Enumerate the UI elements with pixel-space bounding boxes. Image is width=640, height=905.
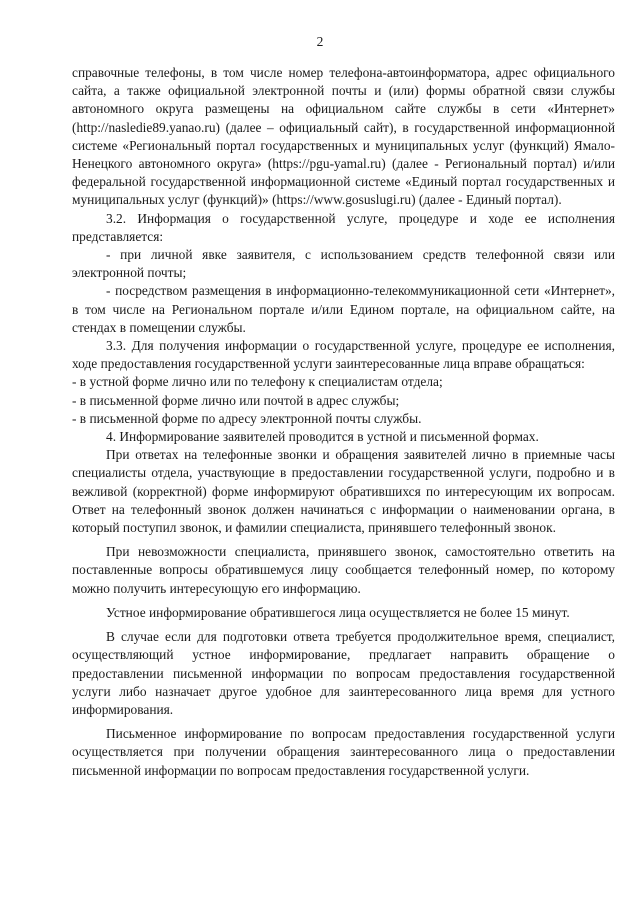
page-number: 2: [316, 34, 324, 49]
list-item-internet-posting: - посредством размещения в информационно-телекоммуникационной сети «Интернет», в том числе на Региональном портале и/или Едином портале, на официальном сайте, на стендах в помещении службы.: [72, 283, 615, 335]
paragraph-contacts-continued: справочные телефоны, в том числе номер телефона-автоинформатора, адрес официального сайта, а также официальной электронной почты и (или) формы обратной связи службы автономного округа размещены на официальном сайте службы в сети «Интернет» (http://nasledie89.yanao.ru) (далее – официальный сайт), в государственной информационной системе «Региональный портал государственных и муниципальных услуг (функций) Ямало-Ненецкого автономного округа» (https://pgu-yamal.ru) (далее - Региональный портал) и/или федеральной государственной информационной системе «Единый портал государственных и муниципальных услуг (функций)» (https://www.gosuslugi.ru) (далее - Единый портал).: [72, 65, 615, 208]
paragraph-3-3: 3.3. Для получения информации о государственной услуге, процедуре ее исполнения, ходе предоставления государственной услуги заинтересованные лица вправе обращаться:: [72, 338, 615, 372]
list-item-oral-form: - в устной форме лично или по телефону к специалистам отдела;: [72, 374, 443, 390]
document-body: [72, 64, 615, 780]
list-item-written-form-mail: - в письменной форме лично или почтой в адрес службы;: [72, 392, 400, 408]
paragraph-oral-duration: Устное информирование обратившегося лица осуществляется не более 15 минут.: [106, 604, 570, 620]
list-item-personal-visit: - при личной явке заявителя, с использованием средств телефонной связи или электронной почты;: [72, 247, 615, 281]
paragraph-phone-answers: При ответах на телефонные звонки и обращения заявителей лично в приемные часы специалисты отдела, участвующие в предоставлении государственной услуги, подробно и в вежливой (корректной) форме информируют обратившихся по интересующим их вопросам. Ответ на телефонный звонок должен начинаться с информации о наименовании органа, в который поступил звонок, и фамилии специалиста, принявшего телефонный звонок.: [72, 447, 615, 536]
paragraph-3-2: 3.2. Информация о государственной услуге, процедуре и ходе ее исполнения представляется:: [72, 210, 615, 244]
paragraph-4: 4. Информирование заявителей проводится в устной и письменной формах.: [106, 429, 539, 445]
paragraph-written-informing: Письменное информирование по вопросам предоставления государственной услуги осуществляется при получении обращения заинтересованного лица о предоставлении письменной информации по вопросам предоставления государственной услуги.: [72, 726, 615, 778]
paragraph-long-preparation: В случае если для подготовки ответа требуется продолжительное время, специалист, осуществляющий устное информирование, предлагает направить обращение о предоставлении письменной информации по вопросам предоставления государственной услуги либо назначает другое удобное для заинтересованного лица время для устного информирования.: [72, 629, 615, 717]
list-item-written-form-email: - в письменной форме по адресу электронной почты службы.: [72, 410, 422, 426]
paragraph-impossibility: При невозможности специалиста, принявшего звонок, самостоятельно ответить на поставленные вопросы обратившемуся лицу сообщается телефонный номер, по которому можно получить интересующую его информацию.: [72, 544, 615, 596]
